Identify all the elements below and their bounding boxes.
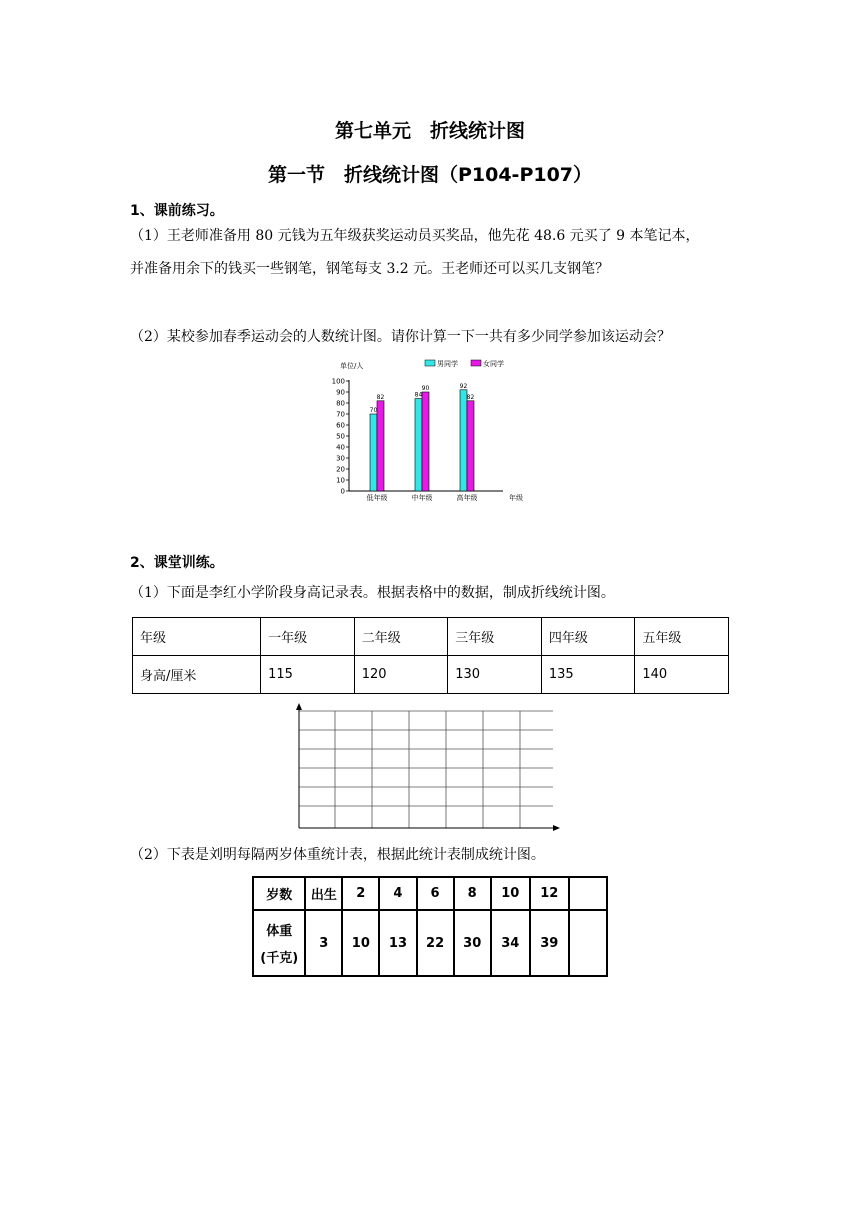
table-row (253, 877, 607, 910)
table-cell (569, 910, 607, 976)
bar (460, 390, 467, 491)
section-title: 第一节 折线统计图（P104-P107） (267, 164, 593, 186)
table-cell: 34 (491, 910, 530, 976)
table-cell: 身高/厘米 (133, 656, 261, 694)
q1-line1: （1）王老师准备用 80 元钱为五年级获奖运动员买奖品，他先花 48.6 元买了 9 本笔记本， (130, 228, 700, 244)
x-axis-label: 年级 (509, 494, 523, 502)
bar-value-label: 82 (466, 393, 475, 401)
legend-label: 女同学 (483, 360, 504, 368)
y-tick-label: 50 (336, 432, 345, 441)
participants-bar-chart (331, 352, 535, 507)
legend-swatch (471, 360, 481, 366)
y-tick-label: 30 (336, 454, 345, 463)
bar-value-label: 90 (421, 385, 430, 392)
section2-heading: 2、课堂训练。 (130, 555, 224, 571)
y-tick-label: 70 (336, 410, 345, 419)
table-cell (569, 877, 607, 910)
s2-q1-text: （1）下面是李红小学阶段身高记录表。根据表格中的数据，制成折线统计图。 (130, 585, 615, 601)
bar (377, 401, 384, 491)
y-axis-label: 单位/人 (340, 362, 364, 370)
table-cell (253, 910, 305, 976)
y-arrow-icon (296, 703, 302, 710)
s2-q2-text: （2）下表是刘明每隔两岁体重统计表，根据此统计表制成统计图。 (130, 847, 545, 863)
y-tick-label: 0 (340, 487, 345, 496)
table-cell: 五年级 (635, 618, 729, 656)
table-cell: 二年级 (354, 618, 448, 656)
table-cell: 22 (417, 910, 454, 976)
y-tick-label: 100 (331, 377, 345, 386)
q2-text: （2）某校参加春季运动会的人数统计图。请你计算一下一共有多少同学参加该运动会？ (130, 329, 671, 345)
bar (415, 399, 422, 491)
x-arrow-icon (553, 825, 560, 831)
section1-heading: 1、课前练习。 (130, 203, 224, 219)
table-row (253, 910, 607, 976)
height-table (132, 617, 729, 694)
unit-title: 第七单元 折线统计图 (334, 120, 525, 142)
table-cell: 一年级 (261, 618, 355, 656)
table-cell: 135 (541, 656, 635, 694)
table-cell: 3 (305, 910, 342, 976)
table-cell: 四年级 (541, 618, 635, 656)
y-tick-label: 10 (336, 476, 345, 485)
table-cell: 39 (530, 910, 569, 976)
table-cell: 6 (417, 877, 454, 910)
y-tick-label: 80 (336, 399, 345, 408)
y-tick-label: 40 (336, 443, 345, 452)
bar (467, 401, 474, 491)
table-cell: 10 (342, 910, 379, 976)
row-label-line1: 体重 (266, 924, 293, 939)
bar-value-label: 92 (459, 382, 468, 390)
row-label-line2: (千克) (260, 951, 299, 966)
legend-label: 男同学 (437, 360, 458, 368)
table-cell: 115 (261, 656, 355, 694)
table-cell: 120 (354, 656, 448, 694)
bar (422, 392, 429, 491)
table-row (133, 656, 729, 694)
table-cell: 13 (379, 910, 416, 976)
q1-line2: 并准备用余下的钱买一些钢笔，钢笔每支 3.2 元。王老师还可以买几支钢笔？ (130, 261, 610, 277)
table-cell: 140 (635, 656, 729, 694)
bar (370, 414, 377, 491)
table-cell: 10 (491, 877, 530, 910)
bar-value-label: 70 (369, 407, 378, 414)
table-cell: 出生 (305, 877, 342, 910)
y-tick-label: 60 (336, 421, 345, 430)
table-cell: 年级 (133, 618, 261, 656)
table-cell: 2 (342, 877, 379, 910)
table-cell: 30 (454, 910, 491, 976)
table-row (133, 618, 729, 656)
x-tick-label: 低年级 (366, 494, 388, 502)
weight-table (252, 876, 608, 977)
bar-value-label: 82 (376, 393, 385, 401)
table-cell: 三年级 (448, 618, 542, 656)
bar-value-label: 84 (414, 391, 423, 399)
chart-legend (425, 359, 504, 368)
table-cell: 4 (379, 877, 416, 910)
table-cell: 8 (454, 877, 491, 910)
table-cell: 130 (448, 656, 542, 694)
blank-line-chart-grid (290, 703, 560, 836)
table-cell: 12 (530, 877, 569, 910)
x-tick-label: 中年级 (411, 494, 433, 502)
y-tick-label: 90 (336, 388, 345, 397)
x-tick-label: 高年级 (456, 494, 478, 502)
y-tick-label: 20 (336, 465, 345, 474)
legend-swatch (425, 360, 435, 366)
table-cell: 岁数 (253, 877, 305, 910)
